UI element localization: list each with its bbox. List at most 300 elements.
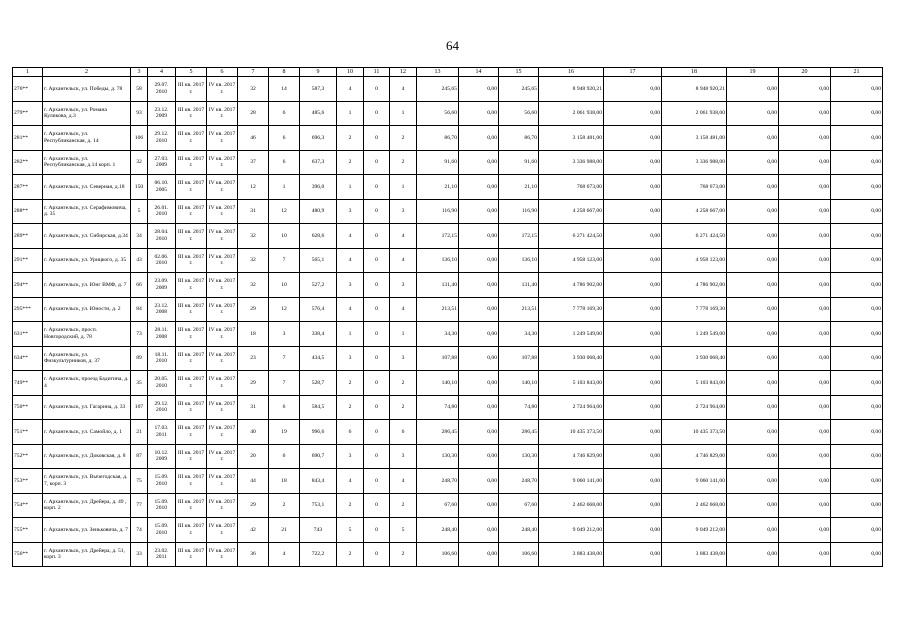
table-cell: 130,30 bbox=[417, 444, 459, 469]
table-cell: 0,00 bbox=[727, 518, 779, 543]
table-cell: 0,00 bbox=[727, 77, 779, 102]
table-cell: 2 bbox=[390, 493, 417, 518]
table-cell: IV кв. 2017 г. bbox=[207, 518, 238, 543]
table-cell: 7 778 169,30 bbox=[662, 297, 727, 322]
table-cell: 7 bbox=[269, 248, 300, 273]
table-cell: 0,00 bbox=[779, 199, 831, 224]
table-row bbox=[13, 469, 883, 494]
table-cell: 5 bbox=[390, 518, 417, 543]
table-cell: г. Архангельск, ул. Сибирская, д.34 bbox=[43, 224, 131, 249]
table-cell: III кв. 2017 г. bbox=[176, 371, 207, 396]
table-cell: 756** bbox=[13, 542, 43, 567]
table-cell: 10 435 373,50 bbox=[539, 420, 604, 445]
table-cell: 18.11. 2010 bbox=[148, 346, 176, 371]
table-cell: 248,40 bbox=[499, 518, 539, 543]
table-cell: 5 bbox=[131, 199, 148, 224]
table-cell: 743 bbox=[300, 518, 337, 543]
table-cell: 0,00 bbox=[727, 371, 779, 396]
table-cell: 0,00 bbox=[727, 175, 779, 200]
table-cell: 32 bbox=[238, 248, 269, 273]
table-cell: 0,00 bbox=[604, 77, 662, 102]
table-cell: 3 bbox=[337, 444, 364, 469]
table-cell: 4 786 902,00 bbox=[662, 273, 727, 298]
table-cell: 4 258 667,00 bbox=[539, 199, 604, 224]
table-row bbox=[13, 518, 883, 543]
table-cell: III кв. 2017 г. bbox=[176, 346, 207, 371]
table-cell: 245,65 bbox=[417, 77, 459, 102]
table-cell: 15.09. 2010 bbox=[148, 493, 176, 518]
table-cell: 150 bbox=[131, 175, 148, 200]
table-cell: 37 bbox=[238, 150, 269, 175]
table-cell: 17.03. 2011 bbox=[148, 420, 176, 445]
table-cell: 634** bbox=[13, 346, 43, 371]
table-cell: 9 049 212,00 bbox=[662, 518, 727, 543]
table-cell: 4 bbox=[337, 469, 364, 494]
table-cell: 0,00 bbox=[459, 126, 499, 151]
table-cell: 6 bbox=[337, 420, 364, 445]
table-cell: 1 bbox=[390, 101, 417, 126]
table-cell: IV кв. 2017 г. bbox=[207, 126, 238, 151]
table-cell: 0 bbox=[364, 322, 390, 347]
table-cell: 18 bbox=[238, 322, 269, 347]
table-cell: 140,10 bbox=[417, 371, 459, 396]
table-cell: 294** bbox=[13, 273, 43, 298]
table-cell: III кв. 2017 г. bbox=[176, 395, 207, 420]
table-cell: 21 bbox=[131, 420, 148, 445]
table-cell: 3 bbox=[390, 273, 417, 298]
table-cell: г. Архангельск, ул. Урицкого, д. 35 bbox=[43, 248, 131, 273]
register-table bbox=[12, 67, 883, 567]
table-cell: IV кв. 2017 г. bbox=[207, 150, 238, 175]
table-cell: 0 bbox=[364, 224, 390, 249]
table-cell: III кв. 2017 г. bbox=[176, 101, 207, 126]
table-cell: 0 bbox=[364, 199, 390, 224]
table-cell: 0,00 bbox=[779, 395, 831, 420]
table-cell: 23.12. 2008 bbox=[148, 297, 176, 322]
table-cell: 131,40 bbox=[499, 273, 539, 298]
table-cell: 46 bbox=[238, 126, 269, 151]
table-cell: III кв. 2017 г. bbox=[176, 175, 207, 200]
table-cell: 12 bbox=[238, 175, 269, 200]
table-cell: 0,00 bbox=[459, 542, 499, 567]
table-cell: 5 bbox=[337, 518, 364, 543]
table-cell: 996,6 bbox=[300, 420, 337, 445]
table-cell: 0,00 bbox=[727, 444, 779, 469]
table-cell: 0,00 bbox=[779, 175, 831, 200]
column-header: 2 bbox=[43, 68, 131, 77]
table-cell: IV кв. 2017 г. bbox=[207, 469, 238, 494]
table-cell: 0,00 bbox=[604, 199, 662, 224]
table-cell: III кв. 2017 г. bbox=[176, 469, 207, 494]
table-cell: IV кв. 2017 г. bbox=[207, 248, 238, 273]
table-cell: 0,00 bbox=[779, 248, 831, 273]
table-cell: 32 bbox=[238, 273, 269, 298]
table-cell: 0,00 bbox=[779, 542, 831, 567]
table-cell: 0,00 bbox=[727, 420, 779, 445]
table-cell: 0 bbox=[364, 77, 390, 102]
table-cell: 3 bbox=[337, 199, 364, 224]
table-cell: 106,60 bbox=[499, 542, 539, 567]
table-cell: 0,00 bbox=[459, 346, 499, 371]
table-cell: 0,00 bbox=[604, 493, 662, 518]
table-cell: 0,00 bbox=[604, 273, 662, 298]
table-cell: 0,00 bbox=[604, 346, 662, 371]
table-cell: IV кв. 2017 г. bbox=[207, 493, 238, 518]
table-cell: 0,00 bbox=[604, 395, 662, 420]
table-cell: г. Архангельск, ул. Вычегодская, д. 7, корп. 3 bbox=[43, 469, 131, 494]
table-cell: 0,00 bbox=[459, 150, 499, 175]
table-cell: 0 bbox=[364, 297, 390, 322]
table-cell: 4 bbox=[390, 224, 417, 249]
table-cell: 3 158 481,00 bbox=[539, 126, 604, 151]
table-cell: 29.12. 2010 bbox=[148, 126, 176, 151]
table-cell: 696,3 bbox=[300, 126, 337, 151]
table-cell: 2 061 938,00 bbox=[539, 101, 604, 126]
table-cell: 0,00 bbox=[779, 273, 831, 298]
table-row bbox=[13, 77, 883, 102]
table-cell: 4 258 667,00 bbox=[662, 199, 727, 224]
table-row bbox=[13, 420, 883, 445]
table-cell: III кв. 2017 г. bbox=[176, 77, 207, 102]
table-cell: г. Архангельск, ул. Гагарина, д. 33 bbox=[43, 395, 131, 420]
table-cell: 4 958 123,00 bbox=[539, 248, 604, 273]
table-cell: 0 bbox=[364, 542, 390, 567]
table-cell: 6 bbox=[269, 150, 300, 175]
table-cell: 3 930 068,40 bbox=[539, 346, 604, 371]
table-cell: 29 bbox=[238, 371, 269, 396]
column-header: 17 bbox=[604, 68, 662, 77]
column-header: 5 bbox=[176, 68, 207, 77]
table-cell: 23.12. 2009 bbox=[148, 101, 176, 126]
column-header: 4 bbox=[148, 68, 176, 77]
table-cell: 0,00 bbox=[779, 297, 831, 322]
table-cell: 4 746 829,00 bbox=[539, 444, 604, 469]
table-cell: 480,9 bbox=[300, 199, 337, 224]
table-cell: IV кв. 2017 г. bbox=[207, 346, 238, 371]
table-cell: 0,00 bbox=[831, 175, 883, 200]
table-cell: 3 336 988,00 bbox=[662, 150, 727, 175]
table-cell: 754** bbox=[13, 493, 43, 518]
table-cell: 130,30 bbox=[499, 444, 539, 469]
table-cell: 0,00 bbox=[779, 126, 831, 151]
table-cell: 0 bbox=[364, 420, 390, 445]
table-cell: IV кв. 2017 г. bbox=[207, 444, 238, 469]
column-header: 12 bbox=[390, 68, 417, 77]
table-cell: 0 bbox=[364, 493, 390, 518]
table-cell: 28.04. 2010 bbox=[148, 224, 176, 249]
table-cell: 0 bbox=[364, 395, 390, 420]
table-cell: 3 bbox=[390, 199, 417, 224]
table-cell: 58 bbox=[131, 77, 148, 102]
table-cell: 2 bbox=[390, 150, 417, 175]
table-cell: 2 bbox=[337, 126, 364, 151]
table-cell: 1 bbox=[337, 322, 364, 347]
column-header: 10 bbox=[337, 68, 364, 77]
table-cell: 434,5 bbox=[300, 346, 337, 371]
table-cell: 19 bbox=[269, 420, 300, 445]
table-cell: г. Архангельск, ул. Дрейера, д. 49 , корп. 2 bbox=[43, 493, 131, 518]
table-row bbox=[13, 493, 883, 518]
table-cell: 172,15 bbox=[417, 224, 459, 249]
table-cell: 0,00 bbox=[727, 273, 779, 298]
table-cell: 44 bbox=[238, 469, 269, 494]
table-cell: 3 bbox=[269, 322, 300, 347]
column-header: 11 bbox=[364, 68, 390, 77]
table-cell: 86,70 bbox=[417, 126, 459, 151]
column-header: 13 bbox=[417, 68, 459, 77]
table-cell: 0 bbox=[364, 150, 390, 175]
table-cell: 0,00 bbox=[727, 126, 779, 151]
table-cell: 0,00 bbox=[779, 493, 831, 518]
table-cell: 0,00 bbox=[727, 150, 779, 175]
table-cell: 0,00 bbox=[831, 542, 883, 567]
table-cell: 7 bbox=[269, 346, 300, 371]
table-cell: 06.10. 2005 bbox=[148, 175, 176, 200]
column-header: 1 bbox=[13, 68, 43, 77]
table-cell: 3 bbox=[337, 346, 364, 371]
table-cell: 0 bbox=[364, 469, 390, 494]
table-cell: 4 bbox=[337, 224, 364, 249]
table-cell: 0,00 bbox=[831, 518, 883, 543]
table-cell: 4 bbox=[390, 77, 417, 102]
table-cell: IV кв. 2017 г. bbox=[207, 322, 238, 347]
table-cell: г. Архангельск, ул. Республиканская, д.14 корп. 1 bbox=[43, 150, 131, 175]
table-cell: 172,15 bbox=[499, 224, 539, 249]
table-cell: 4 786 902,00 bbox=[539, 273, 604, 298]
table-cell: 6 271 424,50 bbox=[662, 224, 727, 249]
table-cell: 0 bbox=[364, 371, 390, 396]
table-cell: 2 bbox=[337, 542, 364, 567]
table-row bbox=[13, 248, 883, 273]
table-cell: 23.09. 2009 bbox=[148, 273, 176, 298]
header-row bbox=[13, 68, 883, 77]
table-cell: 0,00 bbox=[604, 322, 662, 347]
table-cell: 0,00 bbox=[779, 371, 831, 396]
table-cell: 12 bbox=[269, 199, 300, 224]
table-cell: 74,80 bbox=[417, 395, 459, 420]
table-cell: 40 bbox=[238, 420, 269, 445]
table-cell: 0,00 bbox=[831, 273, 883, 298]
table-cell: 0,00 bbox=[727, 101, 779, 126]
table-cell: 107 bbox=[131, 395, 148, 420]
table-cell: 56,60 bbox=[417, 101, 459, 126]
table-cell: 565,1 bbox=[300, 248, 337, 273]
table-cell: 0,00 bbox=[831, 150, 883, 175]
table-cell: 28 bbox=[238, 101, 269, 126]
table-cell: 8 948 920,21 bbox=[662, 77, 727, 102]
table-cell: 0,00 bbox=[727, 224, 779, 249]
table-row bbox=[13, 126, 883, 151]
table-cell: IV кв. 2017 г. bbox=[207, 395, 238, 420]
column-header: 8 bbox=[269, 68, 300, 77]
table-cell: IV кв. 2017 г. bbox=[207, 371, 238, 396]
table-cell: 14 bbox=[269, 77, 300, 102]
table-cell: 281** bbox=[13, 126, 43, 151]
table-row bbox=[13, 346, 883, 371]
table-cell: 6 bbox=[269, 395, 300, 420]
table-cell: 15.09. 2010 bbox=[148, 469, 176, 494]
table-cell: 584,5 bbox=[300, 395, 337, 420]
table-cell: 0,00 bbox=[727, 199, 779, 224]
table-cell: г. Архангельск, просп. Новгородский, д. 78 bbox=[43, 322, 131, 347]
table-cell: 86,70 bbox=[499, 126, 539, 151]
column-header: 21 bbox=[831, 68, 883, 77]
table-cell: 276** bbox=[13, 77, 43, 102]
table-cell: 0,00 bbox=[779, 444, 831, 469]
table-cell: г. Архангельск, ул. Республиканская, д. 14 bbox=[43, 126, 131, 151]
table-cell: IV кв. 2017 г. bbox=[207, 175, 238, 200]
table-cell: 2 bbox=[390, 371, 417, 396]
table-cell: 2 462 668,00 bbox=[539, 493, 604, 518]
table-cell: г. Архангельск, ул. Северная, д.18 bbox=[43, 175, 131, 200]
table-cell: г. Архангельск, ул. Победы, д. 78 bbox=[43, 77, 131, 102]
table-cell: 107,88 bbox=[499, 346, 539, 371]
table-cell: 67,60 bbox=[417, 493, 459, 518]
table-cell: 32 bbox=[131, 150, 148, 175]
table-cell: 1 bbox=[269, 175, 300, 200]
table-cell: 279** bbox=[13, 101, 43, 126]
table-cell: 116,90 bbox=[499, 199, 539, 224]
column-header: 16 bbox=[539, 68, 604, 77]
table-cell: 91,60 bbox=[417, 150, 459, 175]
table-cell: 6 bbox=[269, 101, 300, 126]
table-cell: 282** bbox=[13, 150, 43, 175]
table-cell: III кв. 2017 г. bbox=[176, 542, 207, 567]
table-cell: 1 bbox=[390, 175, 417, 200]
table-cell: 66 bbox=[131, 273, 148, 298]
table-cell: 289** bbox=[13, 224, 43, 249]
table-cell: III кв. 2017 г. bbox=[176, 420, 207, 445]
table-cell: 34,30 bbox=[417, 322, 459, 347]
table-cell: 0,00 bbox=[779, 101, 831, 126]
table-cell: 10 bbox=[269, 224, 300, 249]
table-cell: 21,10 bbox=[417, 175, 459, 200]
table-cell: 0,00 bbox=[727, 542, 779, 567]
table-cell: 0 bbox=[364, 101, 390, 126]
table-cell: 20.05. 2010 bbox=[148, 371, 176, 396]
table-cell: 7 778 169,30 bbox=[539, 297, 604, 322]
table-cell: 0,00 bbox=[459, 297, 499, 322]
table-cell: III кв. 2017 г. bbox=[176, 199, 207, 224]
table-cell: 0,00 bbox=[831, 493, 883, 518]
table-cell: 2 724 964,00 bbox=[662, 395, 727, 420]
table-cell: IV кв. 2017 г. bbox=[207, 542, 238, 567]
table-cell: 1 249 549,00 bbox=[662, 322, 727, 347]
table-cell: 2 462 668,00 bbox=[662, 493, 727, 518]
table-cell: 9 049 212,00 bbox=[539, 518, 604, 543]
table-cell: 0,00 bbox=[604, 175, 662, 200]
table-cell: 107,88 bbox=[417, 346, 459, 371]
table-cell: 136,10 bbox=[499, 248, 539, 273]
table-cell: 248,70 bbox=[499, 469, 539, 494]
table-cell: 3 bbox=[390, 444, 417, 469]
table-cell: IV кв. 2017 г. bbox=[207, 101, 238, 126]
table-cell: 288** bbox=[13, 199, 43, 224]
table-row bbox=[13, 101, 883, 126]
table-cell: 2 061 938,00 bbox=[662, 101, 727, 126]
table-cell: 295*** bbox=[13, 297, 43, 322]
table-cell: III кв. 2017 г. bbox=[176, 518, 207, 543]
table-cell: 6 271 424,50 bbox=[539, 224, 604, 249]
table-cell: г. Архангельск, ул. Серафимовича, д. 35 bbox=[43, 199, 131, 224]
table-cell: 3 336 988,00 bbox=[539, 150, 604, 175]
table-cell: 248,70 bbox=[417, 469, 459, 494]
column-header: 20 bbox=[779, 68, 831, 77]
table-cell: 528,7 bbox=[300, 371, 337, 396]
table-cell: 0 bbox=[364, 518, 390, 543]
table-cell: 28.11. 2008 bbox=[148, 322, 176, 347]
table-cell: 18 bbox=[269, 469, 300, 494]
table-cell: 4 bbox=[337, 77, 364, 102]
table-cell: 4 bbox=[269, 542, 300, 567]
column-header: 15 bbox=[499, 68, 539, 77]
table-cell: 0,00 bbox=[604, 150, 662, 175]
table-cell: 0,00 bbox=[779, 150, 831, 175]
table-cell: 34,30 bbox=[499, 322, 539, 347]
table-cell: 3 bbox=[390, 346, 417, 371]
table-cell: III кв. 2017 г. bbox=[176, 248, 207, 273]
table-row bbox=[13, 175, 883, 200]
table-cell: 631** bbox=[13, 322, 43, 347]
table-cell: 140,10 bbox=[499, 371, 539, 396]
table-cell: 0,00 bbox=[779, 224, 831, 249]
table-cell: 73 bbox=[131, 322, 148, 347]
table-cell: 0 bbox=[364, 346, 390, 371]
table-cell: 0,00 bbox=[459, 518, 499, 543]
table-cell: 21,10 bbox=[499, 175, 539, 200]
table-cell: 2 bbox=[337, 371, 364, 396]
table-cell: III кв. 2017 г. bbox=[176, 126, 207, 151]
table-cell: 753** bbox=[13, 469, 43, 494]
table-cell: 29.07. 2010 bbox=[148, 77, 176, 102]
table-cell: 637,3 bbox=[300, 150, 337, 175]
table-cell: 0,00 bbox=[831, 224, 883, 249]
table-cell: III кв. 2017 г. bbox=[176, 493, 207, 518]
table-cell: 0,00 bbox=[727, 297, 779, 322]
table-cell: г. Архангельск, ул. Самойло, д. 1 bbox=[43, 420, 131, 445]
table-row bbox=[13, 542, 883, 567]
table-cell: 628,6 bbox=[300, 224, 337, 249]
table-cell: 0,00 bbox=[831, 126, 883, 151]
table-cell: 0,00 bbox=[779, 518, 831, 543]
table-cell: IV кв. 2017 г. bbox=[207, 224, 238, 249]
table-cell: 0,00 bbox=[779, 469, 831, 494]
table-cell: 31 bbox=[238, 395, 269, 420]
table-cell: 1 bbox=[337, 175, 364, 200]
table-cell: 93 bbox=[131, 101, 148, 126]
table-cell: 286,45 bbox=[499, 420, 539, 445]
table-cell: 755** bbox=[13, 518, 43, 543]
table-cell: 0,00 bbox=[727, 248, 779, 273]
table-cell: 3 883 438,00 bbox=[539, 542, 604, 567]
table-cell: 34 bbox=[131, 224, 148, 249]
table-cell: 0,00 bbox=[727, 346, 779, 371]
table-cell: 2 bbox=[337, 395, 364, 420]
table-cell: 2 bbox=[337, 493, 364, 518]
table-cell: 0,00 bbox=[831, 420, 883, 445]
table-cell: г. Архангельск, ул. Зеньковича, д. 7 bbox=[43, 518, 131, 543]
table-row bbox=[13, 273, 883, 298]
table-cell: 0,00 bbox=[604, 542, 662, 567]
table-cell: 0,00 bbox=[727, 322, 779, 347]
table-cell: 2 bbox=[390, 542, 417, 567]
table-row bbox=[13, 444, 883, 469]
table-cell: 0,00 bbox=[604, 224, 662, 249]
table-cell: 0,00 bbox=[831, 77, 883, 102]
table-cell: 29 bbox=[238, 297, 269, 322]
table-cell: 3 883 438,00 bbox=[662, 542, 727, 567]
table-cell: 485,6 bbox=[300, 101, 337, 126]
